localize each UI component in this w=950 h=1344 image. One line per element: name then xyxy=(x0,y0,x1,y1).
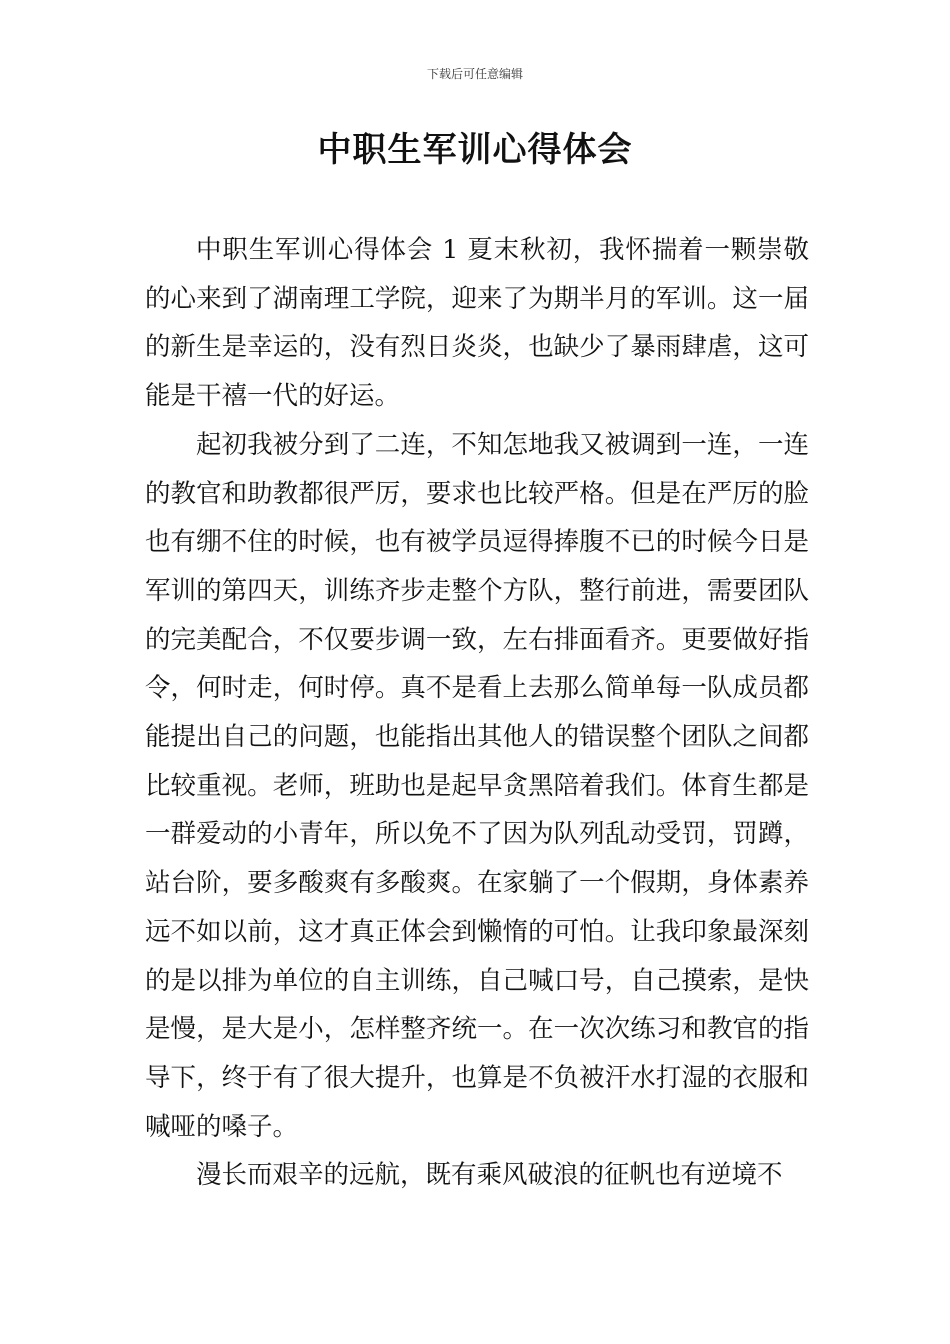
document-title: 中职生军训心得体会 xyxy=(317,130,633,170)
paragraph-2: 起初我被分到了二连，不知怎地我又被调到一连，一连的教官和助教都很严厉，要求也比较严格。但是在严厉的脸也有绷不住的时候，也有被学员逗得捧腹不已的时候今日是军训的第四天，训练齐步走整个方队，整行前进，需要团队的完美配合，不仅要步调一致，左右排面看齐。更要做好指令，何时走，何时停。真不是看上去那么简单每一队成员都能提出自己的问题，也能指出其他人的错误整个团队之间都比较重视。老师，班助也是起早贪黑陪着我们。体育生都是一群爱动的小青年，所以免不了因为队列乱动受罚，罚蹲，站台阶，要多酸爽有多酸爽。在家躺了一个假期，身体素养远不如以前，这才真正体会到懒惰的可怕。让我印象最深刻的是以排为单位的自主训练，自己喊口号，自己摸索，是快是慢，是大是小，怎样整齐统一。在一次次练习和教官的指导下，终于有了很大提升，也算是不负被汗水打湿的衣服和喊哑的嗓子。 xyxy=(145,429,809,1142)
document-body xyxy=(145,226,809,1200)
paragraph-1: 中职生军训心得体会 1 夏末秋初，我怀揣着一颗崇敬的心来到了湖南理工学院，迎来了为期半月的军训。这一届的新生是幸运的，没有烈日炎炎，也缺少了暴雨肆虐，这可能是干禧一代的好运。 xyxy=(145,235,809,412)
paragraph-3: 漫长而艰辛的远航，既有乘风破浪的征帆也有逆境不 xyxy=(196,1160,783,1191)
header-note: 下载后可任意编辑 xyxy=(426,67,523,81)
